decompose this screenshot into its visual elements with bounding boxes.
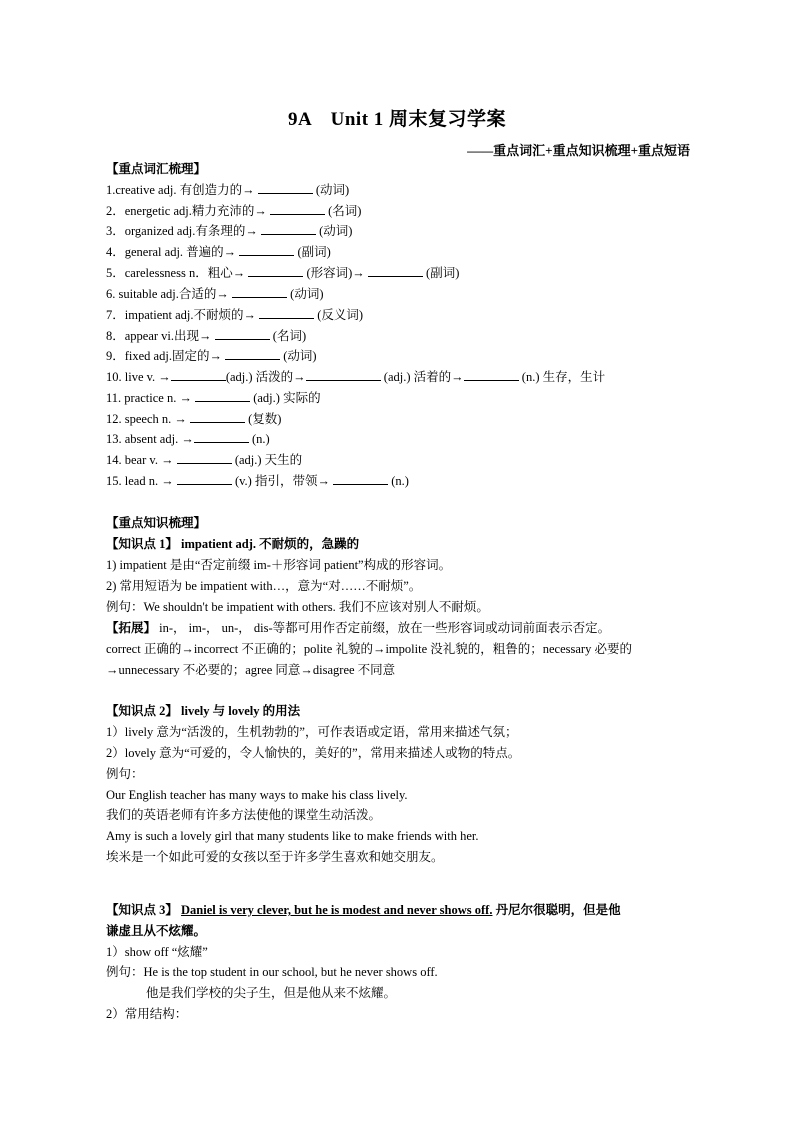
answer-blank <box>177 472 232 485</box>
answer-blank <box>215 327 270 340</box>
kp2-heading: 【知识点 2】 lively 与 lovely 的用法 <box>106 704 301 718</box>
answer-blank <box>259 306 314 319</box>
kp1-example: 例句：We shouldn't be impatient with others. 我们不应该对别人不耐烦。 <box>106 600 489 614</box>
vocab-item: 12. speech n. → (复数) <box>106 412 282 426</box>
kp2-line: 1）lively 意为“活泼的，生机勃勃的”，可作表语或定语，常用来描述气氛； <box>106 725 518 739</box>
answer-blank <box>171 368 226 381</box>
kp1-line: →unnecessary 不必要的；agree 同意→disagree 不同意 <box>106 663 396 677</box>
kp2-line: 2）lovely 意为“可爱的，令人愉快的，美好的”，常用来描述人或物的特点。 <box>106 746 521 760</box>
vocab-item: 7．impatient adj.不耐烦的→ (反义词) <box>106 308 364 322</box>
answer-blank <box>258 181 313 194</box>
vocab-item: 1.creative adj. 有创造力的→ (动词) <box>106 183 350 197</box>
answer-blank <box>239 243 294 256</box>
answer-blank <box>177 451 232 464</box>
kp2-example: Our English teacher has many ways to make his class lively. <box>106 788 408 802</box>
kp1-line: 1) impatient 是由“否定前缀 im-＋形容词 patient”构成的形容词。 <box>106 558 452 572</box>
vocab-item: 9．fixed adj.固定的→ (动词) <box>106 349 317 363</box>
vocab-item: 14. bear v. → (adj.) 天生的 <box>106 453 303 467</box>
vocab-item: 6. suitable adj.合适的→ (动词) <box>106 287 324 301</box>
answer-blank <box>261 222 316 235</box>
kp3-line: 2）常用结构： <box>106 1007 188 1021</box>
answer-blank <box>195 389 250 402</box>
kp2-line: 例句： <box>106 767 144 781</box>
answer-blank <box>194 430 249 443</box>
answer-blank <box>232 285 287 298</box>
kp1-extension: 【拓展】 in-， im-， un-， dis-等都可用作否定前缀，放在一些形容词或动词前面表示否定。 <box>106 621 611 635</box>
page-subtitle: ——重点词汇+重点知识梳理+重点短语 <box>467 143 690 158</box>
vocab-heading: 【重点词汇梳理】 <box>106 162 207 176</box>
kp1-line: 2) 常用短语为 be impatient with…，意为“对……不耐烦”。 <box>106 579 422 593</box>
vocab-item: 3．organized adj.有条理的→ (动词) <box>106 224 353 238</box>
vocab-item: 13. absent adj. → (n.) <box>106 432 270 446</box>
kp1-heading: 【知识点 1】 impatient adj. 不耐烦的，急躁的 <box>106 537 360 551</box>
vocab-item: 8．appear vi.出现→ (名词) <box>106 329 307 343</box>
kp3-line: 1）show off “炫耀” <box>106 945 208 959</box>
answer-blank <box>225 347 280 360</box>
answer-blank <box>190 410 245 423</box>
page-title: 9A Unit 1 周末复习学案 <box>287 109 507 130</box>
vocab-item: 10. live v. → (adj.) 活泼的→ (adj.) 活着的→ (n.) 生存，生计 <box>106 370 606 384</box>
kp2-example: Amy is such a lovely girl that many students like to make friends with her. <box>106 829 479 843</box>
kp2-example: 埃米是一个如此可爱的女孩以至于许多学生喜欢和她交朋友。 <box>106 850 444 864</box>
answer-blank <box>270 202 325 215</box>
knowledge-heading: 【重点知识梳理】 <box>106 516 207 530</box>
kp1-line: correct 正确的→incorrect 不正确的；polite 礼貌的→impolite 没礼貌的，粗鲁的；necessary 必要的 <box>106 642 632 656</box>
kp3-heading: 【知识点 3】 Daniel is very clever, but he is modest and never shows off. 丹尼尔很聪明，但是他 <box>106 903 621 917</box>
vocab-item: 4．general adj. 普遍的→ (副词) <box>106 245 331 259</box>
answer-blank <box>368 264 423 277</box>
kp3-example: 例句：He is the top student in our school, but he never shows off. <box>106 965 438 979</box>
answer-blank <box>464 368 519 381</box>
vocab-item: 5．carelessness n．粗心→ (形容词)→ (副词) <box>106 266 460 280</box>
kp3-heading-cont: 谦虚且从不炫耀。 <box>106 924 207 938</box>
answer-blank <box>306 368 381 381</box>
answer-blank <box>248 264 303 277</box>
kp3-example: 他是我们学校的尖子生，但是他从来不炫耀。 <box>146 986 397 1000</box>
vocab-item: 2．energetic adj.精力充沛的→ (名词) <box>106 204 362 218</box>
kp2-example: 我们的英语老师有许多方法使他的课堂生动活泼。 <box>106 808 382 822</box>
answer-blank <box>333 472 388 485</box>
vocab-item: 11. practice n. → (adj.) 实际的 <box>106 391 321 405</box>
vocab-item: 15. lead n. → (v.) 指引，带领→ (n.) <box>106 474 409 488</box>
